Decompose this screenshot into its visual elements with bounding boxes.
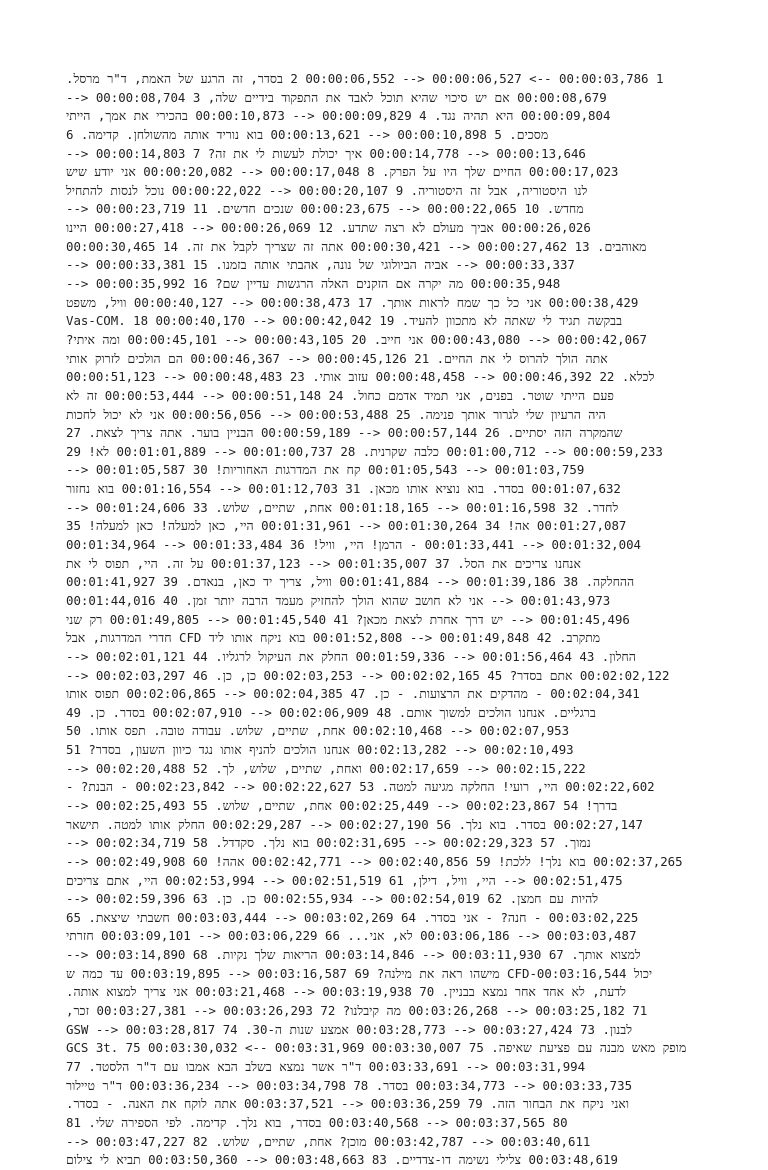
text-line: 00:01:03,759 <-- 00:01:05,543 קח את המדרגות האחוריות! 30 00:01:05,587 <-- bbox=[66, 462, 585, 478]
text-line: 00:02:07,953 <-- 00:02:10,468 אחת, שתיים, שלוש. עבודה טובה. תפס אותו. 50 bbox=[66, 723, 570, 739]
text-line: 00:03:33,735 <-- 00:03:34,773 בסדר. 78 00:03:34,798 <-- 00:03:36,234 ד"ר טיילור bbox=[66, 1077, 633, 1093]
text-line: 00:00:33,337 <-- אביה הביולוגי של נונה, אהבתי אותה בזמנו. 15 00:00:33,381 <-- bbox=[66, 257, 575, 273]
text-line: 00:00:17,023 החיים שלך היו על הפרק. 8 00:00:17,048 <-- 00:00:20,082 אני יודע שיש bbox=[66, 164, 619, 180]
text-line: לבנון. 73 00:03:27,424 <-- 00:03:28,773 אמצע שנות ה-30. 74 00:03:28,817 <-- GSW bbox=[66, 1021, 633, 1037]
text-line: 00:00:38,429 אני כל כך שמח לראות אותך. 17 00:00:38,473 <-- 00:00:40,127 וויל, משפט bbox=[66, 294, 639, 310]
text-line: 00:02:37,265 בוא נלך! ללכת! 59 00:02:40,856 <-- 00:02:42,771 אהה! 60 00:02:49,908 <-- bbox=[66, 853, 683, 869]
text-line: 00:00:26,026 אביך מעולם לא רצה שתדע. 12 00:00:26,069 <-- 00:00:27,418 היינו bbox=[66, 220, 591, 236]
text-line: מחדש. 10 00:00:22,065 <-- 00:00:23,675 שנכים חדשים. 11 00:00:23,719 <-- bbox=[66, 201, 584, 217]
text-line: ואני ניקח את הבחור הזה. 79 00:03:36,259 <-- 00:03:37,521 אתה לוקח את האנה. - בסדר. bbox=[66, 1096, 630, 1112]
text-line: 00:02:51,475 <-- היי, וויל, דילן, 61 00:02:51,519 <-- 00:02:53,994 היי, אתם צריכים bbox=[66, 872, 623, 888]
text-line: אנחנו צריכים את הסל. 37 00:01:35,007 <-- 00:01:37,123 על זה. היי, תפוס לי את bbox=[66, 555, 581, 571]
text-line: 00:03:31,994 <-- 00:03:33,691 ד"ר אשר נמצא בשלב הבא אמבו עם ד"ר הלסטד. 77 bbox=[66, 1058, 586, 1074]
text-line: לחדר. 32 00:01:16,598 <-- 00:01:18,165 אחת, שתיים, שלוש. 33 00:01:24,606 <-- bbox=[66, 499, 619, 515]
text-line: לנו היסטוריה, אבל זה היסטוריה. 9 00:00:20,107 <-- 00:00:22,022 נוכל לנסות להתחיל bbox=[66, 182, 588, 198]
text-line: 00:00:59,233 <-- 00:01:00,712 כלבה שקרנית. 28 00:01:00,737 <-- 00:01:01,889 לא! 29 bbox=[66, 443, 663, 459]
subtitle-text-page bbox=[66, 70, 702, 1168]
text-line: מאוהבים. 13 00:00:27,462 <-- 00:00:30,421 אתה זה שצריך לקבל את זה. 14 00:00:30,465 bbox=[66, 238, 647, 254]
text-line: 00:02:22,602 היי, רועי! החלקה מגיעה למטה. 53 00:02:22,627 <-- 00:02:23,842 - הבנת? - bbox=[66, 779, 655, 795]
text-line: 00:03:02,225 - חנה? - אני בסדר. 64 00:03:02,269 <-- 00:03:03,444 חשבתי שיצאת. 65 bbox=[66, 909, 639, 925]
text-line: נמוך. 57 00:02:29,323 <-- 00:02:31,695 בוא נלך. סקדדל. 58 00:02:34,719 <-- bbox=[66, 835, 591, 851]
text-line: 00:03:03,487 <-- 00:03:06,186 לא, אני... 66 00:03:06,229 <-- 00:03:09,101 חזרתי bbox=[66, 928, 637, 944]
text-line: 00:00:35,948 מה יקרה אם הזקנים האלה הרגשות עדיין שם? 16 00:00:35,992 <-- bbox=[66, 276, 561, 292]
text-line: לכלא. 22 00:00:46,392 <-- 00:00:48,458 עזוב אותי. 23 00:00:48,483 <-- 00:00:51,123 bbox=[66, 369, 655, 385]
text-line: 00:01:43,973 <-- אני לא חושב שהוא הולך להחזיק מעמד הרבה יותר זמן. 40 00:01:44,016 bbox=[66, 592, 611, 608]
text-line: 00:03:40,611 <-- 00:03:42,787 מוכן? אחת, שתיים, שלוש. 82 00:03:47,227 <-- bbox=[66, 1133, 591, 1149]
text-line: 00:01:32,004 <-- 00:01:33,441 - הרמן! היי, וויל! 36 00:01:33,484 <-- 00:01:34,964 bbox=[66, 537, 642, 553]
text-line: בדרך! 54 00:02:23,867 <-- 00:02:25,449 אחת, שתיים, שלוש. 55 00:02:25,493 <-- bbox=[66, 797, 618, 813]
text-line: פעם הייתי שוטר. בפנים, אני תמיד אדמם כחול. 24 00:00:51,148 <-- 00:00:53,444 זה לא bbox=[66, 387, 614, 403]
text-line: יכול 00:03:16,544-CFD מישהו ראה את מילנה? 69 00:03:16,587 <-- 00:03:19,895 עד כמה ש bbox=[66, 965, 653, 981]
text-line: החלון. 43 00:01:56,464 <-- 00:01:59,336 החלק את העיקול לרגליו. 44 00:02:01,121 <-- bbox=[66, 648, 636, 664]
text-line: ההחלקה. 38 00:01:39,186 <-- 00:01:41,884 וויל, צריך יד כאן, בנאדם. 39 00:01:41,927 bbox=[66, 574, 635, 590]
text-line: 00:01:45,496 <-- יש דרך אחרת לצאת מכאן? 41 00:01:45,540 <-- 00:01:49,805 רק שני bbox=[66, 611, 630, 627]
text-line: 00:00:42,067 <-- 00:00:43,080 אני חייב. 20 00:00:43,105 <-- 00:00:45,101 ומה איתי? bbox=[66, 331, 648, 347]
text-line: 00:02:27,147 בסדר. בוא נלך. 56 00:02:27,190 <-- 00:02:29,287 החלק אותו למטה. תישאר bbox=[66, 816, 643, 832]
text-line: בבקשה תגיד לי שאתה לא מתכוון להעיד. 19 00:00:42,042 <-- 00:00:40,170 Vas-COM. 18 bbox=[66, 313, 623, 329]
text-line: 00:00:13,646 <-- 00:00:14,778 איך יכולת לעשות לי את זה? 7 00:00:14,803 <-- bbox=[66, 145, 586, 161]
text-line: מסכים. 5 00:00:10,898 <-- 00:00:13,621 בוא נוריד אותה מהשולחן. קדימה. 6 bbox=[66, 126, 549, 142]
text-line: למצוא אותך. 67 00:03:11,930 <-- 00:03:14,846 הריאות שלך נקיות. 68 00:03:14,890 <-- bbox=[66, 947, 641, 963]
text-line: 00:03:48,619 צלילי נשימה דו-צדדיים. 83 00:03:48,663 <-- 00:03:50,360 תביא לי צילום bbox=[66, 1152, 619, 1168]
text-line: 00:02:02,122 אתם בסדר? 45 00:02:02,165 <-- 00:02:03,253 כן, כן. 46 00:02:03,297 <-- bbox=[66, 667, 670, 683]
text-line: מופק מאש מבנה עם פציעת שאיפה. 75 00:03:30,007 GCS 3t. 75 00:03:30,032 <-- 00:03:31,969 bbox=[66, 1040, 687, 1056]
text-line: 1 00:00:03,786 --> 00:00:06,527 <-- 00:00:06,552 2 בסדר, זה הרגע של האמת, ד"ר מרסל. bbox=[66, 71, 664, 86]
text-line: 80 00:03:37,565 <-- 00:03:40,568 בסדר, בוא נלך. קדימה. לפי הספירה שלי. 81 bbox=[66, 1114, 568, 1130]
text-line: אתה הולך להרוס לי את החיים. 21 00:00:45,126 <-- 00:00:46,367 הם הולכים לזרוק אותי bbox=[66, 350, 608, 366]
text-line: לדעת, לא אחד אחר נמצא בבניין. 70 00:03:19,938 <-- 00:03:21,468 אני צריך למצוא אותה. bbox=[66, 984, 626, 1000]
text-line: 00:00:08,679 אם יש סיכוי שהיא תוכל לאבד את התפקוד בידיים שלה, 3 00:00:08,704 <-- bbox=[66, 89, 607, 105]
text-line: 00:02:04,341 - מהדקים את הרצועות. - כן. 47 00:02:04,385 <-- 00:02:06,865 תפוס אותו bbox=[66, 686, 640, 702]
text-line: 00:01:07,632 בסדר. בוא נוציא אותו מכאן. 31 00:01:12,703 <-- 00:01:16,554 בוא נחזור bbox=[66, 481, 621, 497]
text-line: להיות עם חמצן. 62 00:02:54,019 <-- 00:02:55,934 כן. כן. 63 00:02:59,396 <-- bbox=[66, 891, 599, 907]
text-line: היה הרעיון שלי לגרור אותך פנימה. 25 00:00:53,488 <-- 00:00:56,056 אני לא יכול לחכות bbox=[66, 406, 606, 422]
text-line: ברגליים. אנחנו הולכים למשוך אותם. 48 00:02:06,909 <-- 00:02:07,910 בסדר. כן. 49 bbox=[66, 704, 596, 720]
text-line: 00:02:10,493 <-- 00:02:13,282 אנחנו הולכים להניף אותו נגד כיוון השעון, בסדר? 51 bbox=[66, 742, 574, 758]
text-line: 00:02:15,222 <-- 00:02:17,659 ואחת, שתיים, שלוש, לך. 52 00:02:20,488 <-- bbox=[66, 760, 586, 776]
text-line: 71 00:03:25,182 <-- 00:03:26,268 מה קיבלנו? 72 00:03:26,293 <-- 00:03:27,381 זכר, bbox=[66, 1003, 648, 1019]
text-line: 00:00:09,804 היא תהיה נגד. 4 00:00:09,829 <-- 00:00:10,873 בהכירי את אמך, הייתי bbox=[66, 108, 611, 124]
text-line: שהמקרה הזה יסתיים. 26 00:00:57,144 <-- 00:00:59,189 הבניין בוער. אתה צריך לצאת. 27 bbox=[66, 425, 623, 441]
text-line: 00:01:27,087 אה! 34 00:01:30,264 <-- 00:01:31,961 היי, כאן למעלה! כאן למעלה! 35 bbox=[66, 518, 627, 534]
text-line: מתקרב. 42 00:01:49,848 <-- 00:01:52,808 בוא ניקח אותו ליד CFD חדרי המדרגות, אבל bbox=[66, 630, 601, 646]
